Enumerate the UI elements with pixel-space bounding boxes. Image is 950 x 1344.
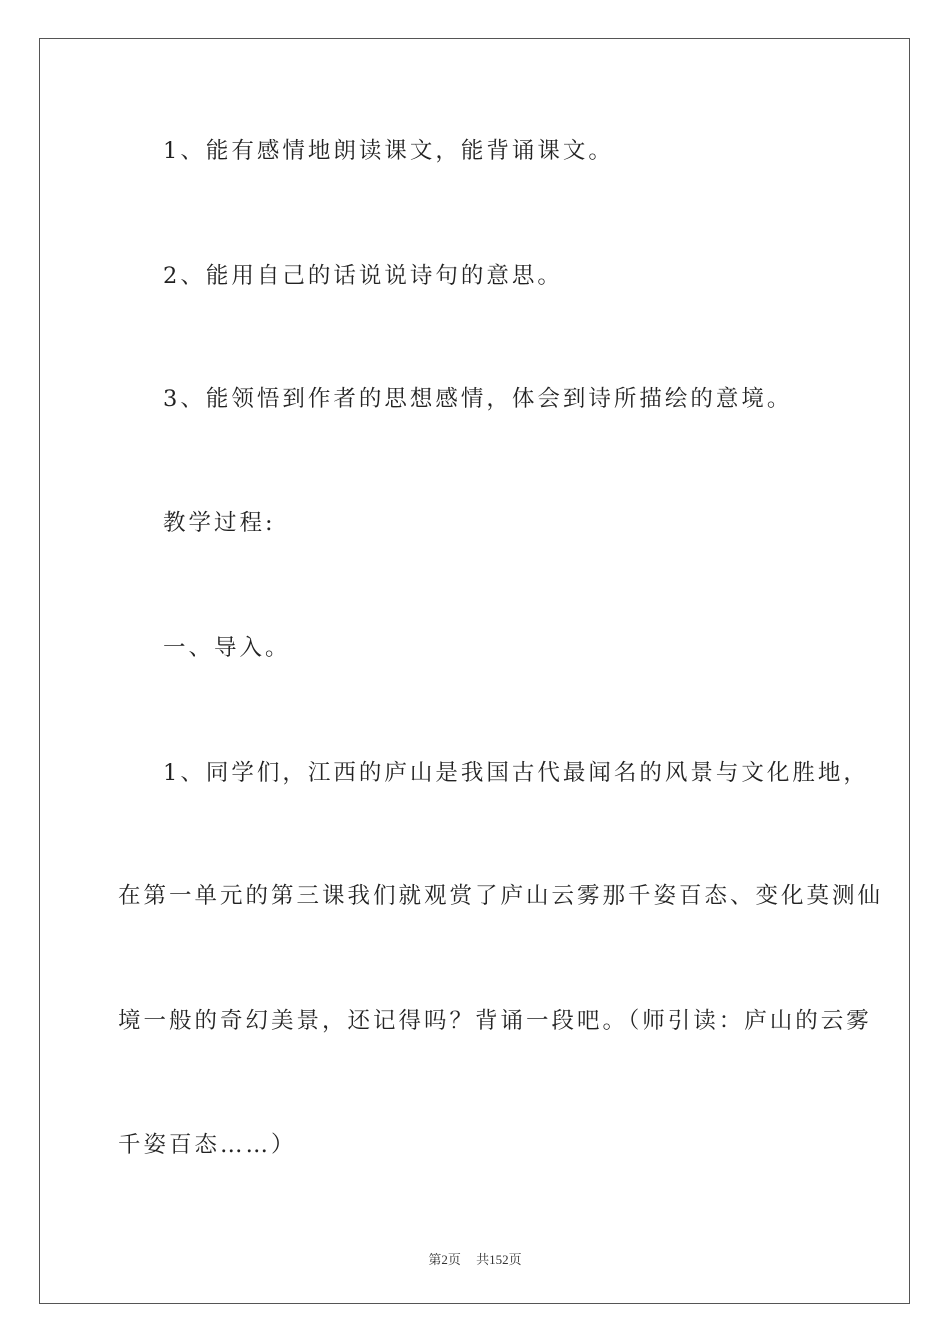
paragraph-line: 在第一单元的第三课我们就观赏了庐山云雾那千姿百态、变化莫测仙 <box>118 883 884 909</box>
total-pages: 共152页 <box>476 1252 522 1267</box>
page-footer <box>0 1249 950 1268</box>
page-border <box>39 38 910 1304</box>
paragraph-line: 千姿百态……） <box>118 1132 297 1158</box>
paragraph-line: 境一般的奇幻美景，还记得吗？背诵一段吧。（师引读：庐山的云雾 <box>118 1008 872 1034</box>
objective-2: 2、能用自己的话说说诗句的意思。 <box>163 263 563 289</box>
section-heading-teaching-process: 教学过程: <box>163 510 276 536</box>
paragraph-line: 1、同学们，江西的庐山是我国古代最闻名的风景与文化胜地， <box>163 760 869 786</box>
objective-3: 3、能领悟到作者的思想感情，体会到诗所描绘的意境。 <box>163 386 793 412</box>
section-heading-intro: 一、导入。 <box>163 635 291 661</box>
objective-1: 1、能有感情地朗读课文，能背诵课文。 <box>163 138 614 164</box>
page-number: 第2页 <box>428 1252 461 1267</box>
